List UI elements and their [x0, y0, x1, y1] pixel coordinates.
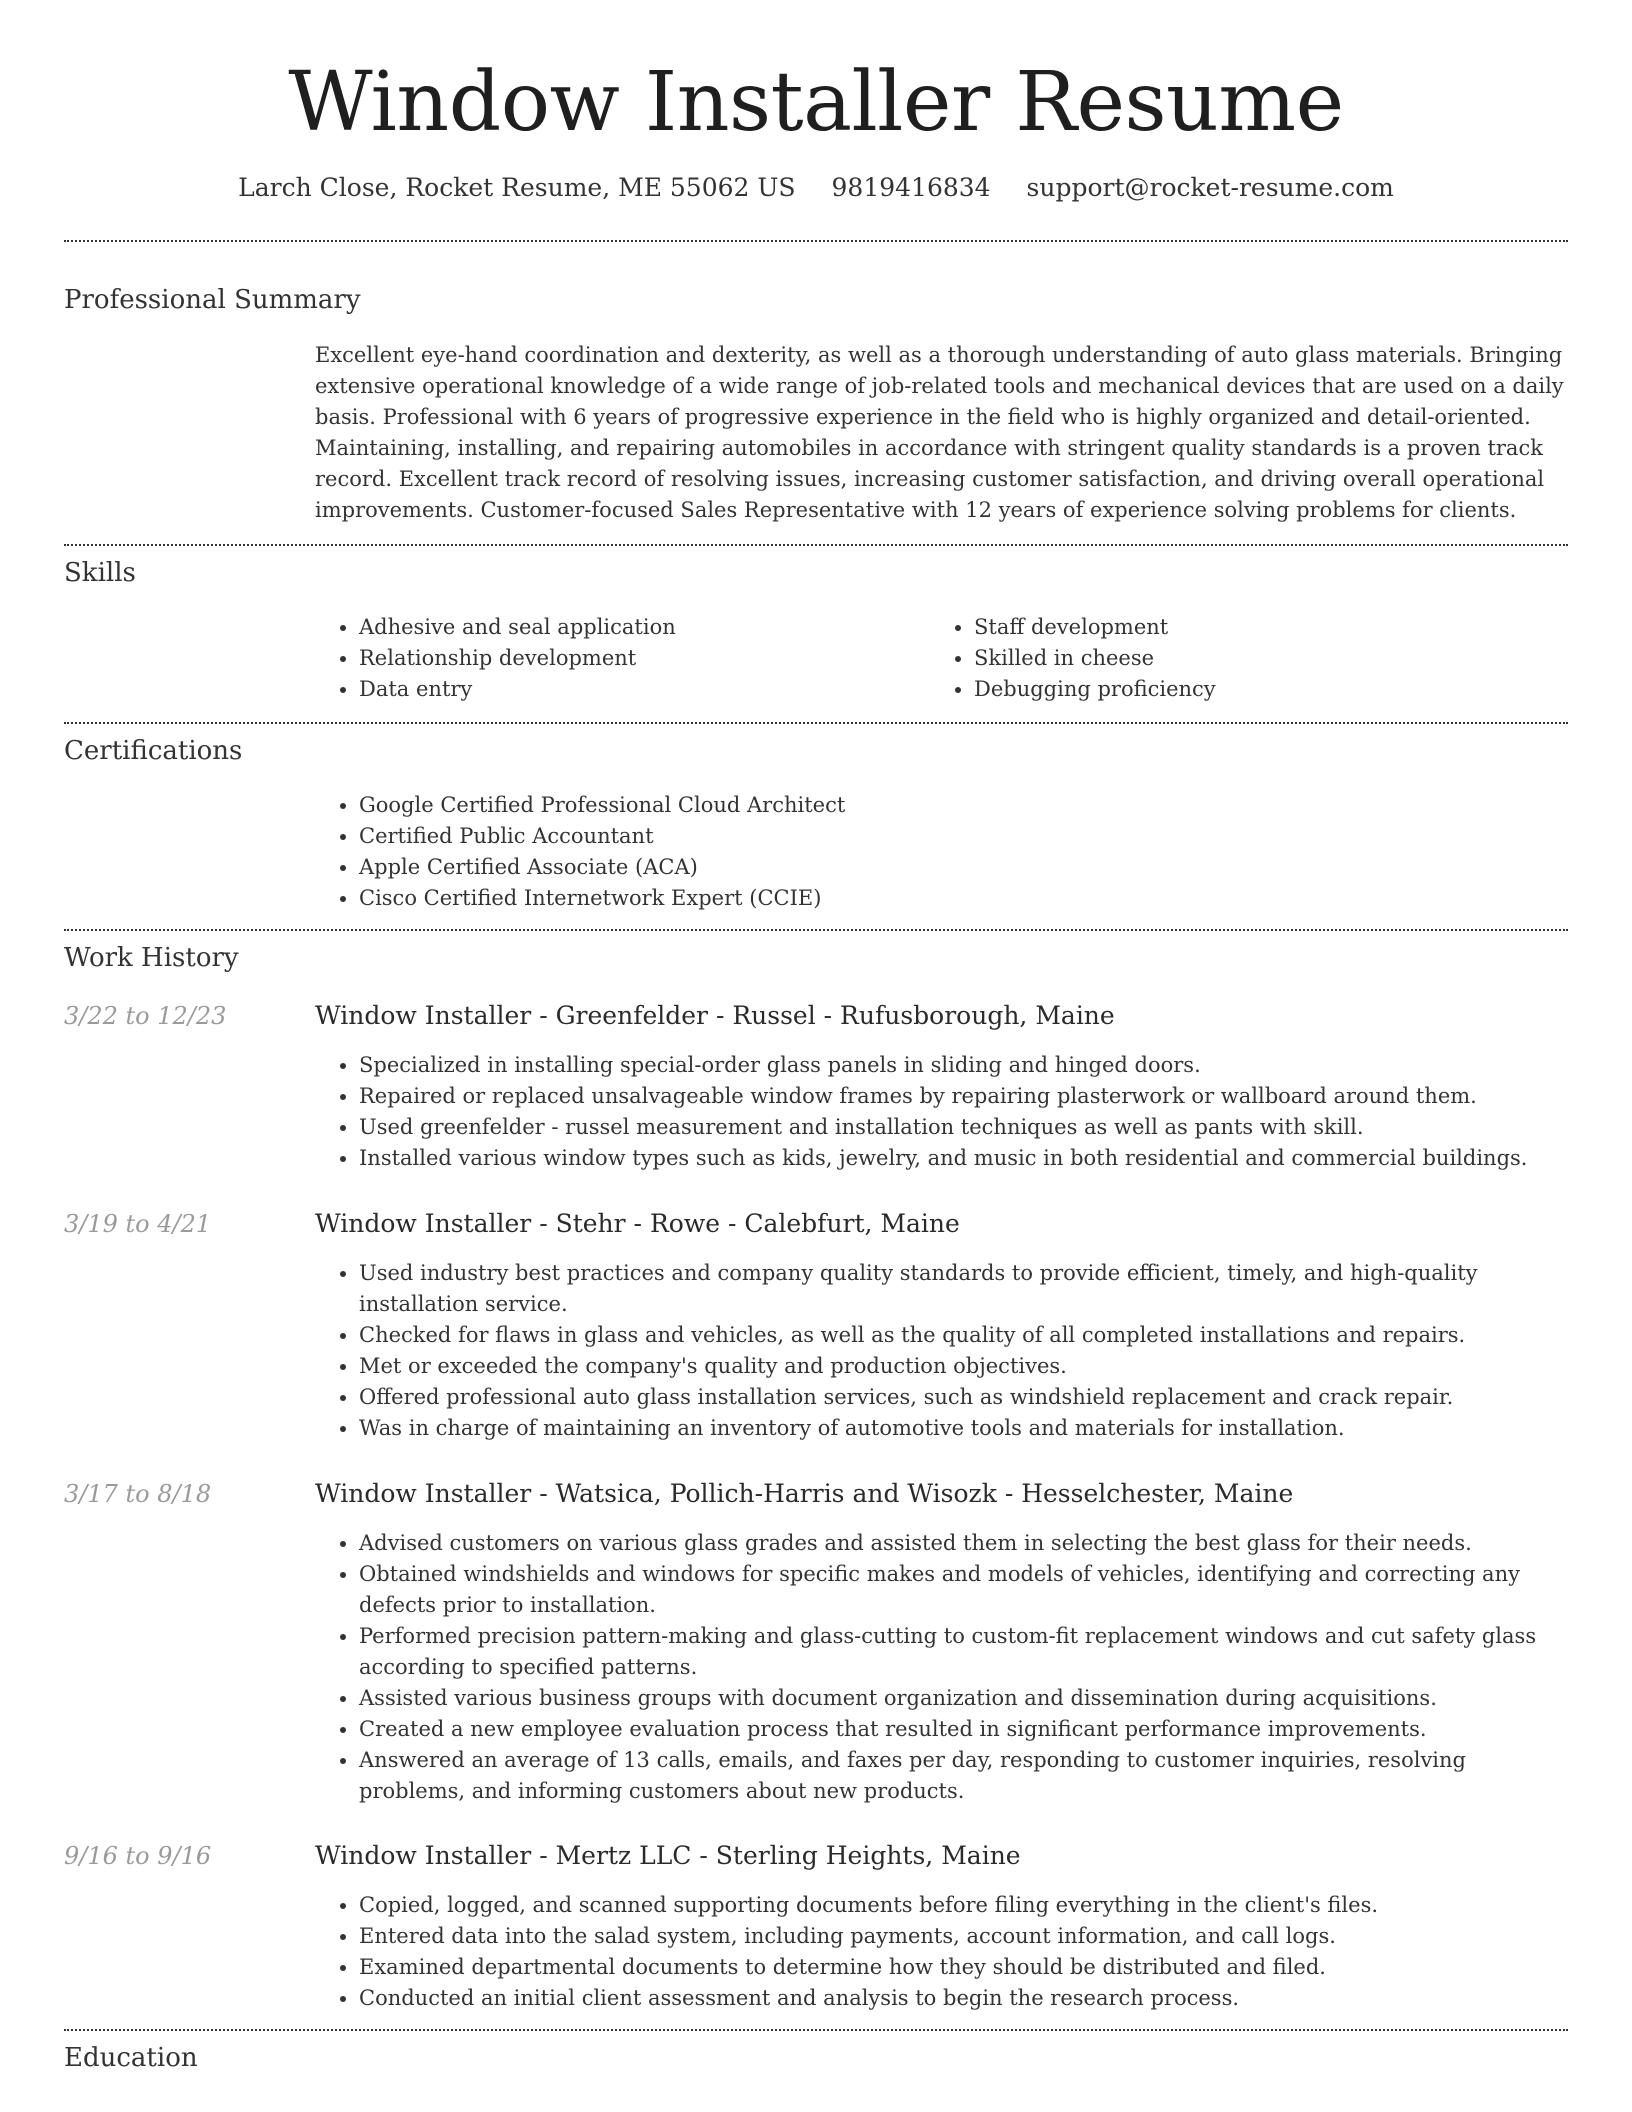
certifications-heading: Certifications: [64, 736, 243, 766]
divider: [64, 240, 1568, 242]
divider: [64, 722, 1568, 724]
resume-title: Window Installer Resume: [288, 55, 1344, 150]
job-bullets: [315, 1258, 1575, 1444]
job-bullet: • Was in charge of maintaining an inventory of automotive tools and materials for installation.: [359, 1413, 1575, 1444]
job-bullet: • Specialized in installing special-order glass panels in sliding and hinged doors.: [359, 1050, 1575, 1081]
job-title: Window Installer - Watsica, Pollich-Harris and Wisozk - Hesselchester, Maine: [315, 1479, 1294, 1508]
certification-item: • Cisco Certified Internetwork Expert (CCIE): [359, 883, 1515, 914]
certification-item: • Certified Public Accountant: [359, 821, 1515, 852]
contact-email: support@rocket-resume.com: [1026, 173, 1394, 202]
job-bullet: • Answered an average of 13 calls, emails, and faxes per day, responding to customer inquiries, resolving problems, and informing customers about new products.: [359, 1745, 1575, 1807]
skills-heading: Skills: [64, 558, 136, 588]
summary-heading: Professional Summary: [64, 285, 361, 315]
job-dates: 3/17 to 8/18: [64, 1480, 212, 1508]
divider: [64, 544, 1568, 546]
contact-address: Larch Close, Rocket Resume, ME 55062 US: [238, 173, 796, 202]
skill-item: • Relationship development: [359, 643, 915, 674]
job-bullet: • Entered data into the salad system, including payments, account information, and call logs.: [359, 1921, 1575, 1952]
skill-item: • Staff development: [974, 612, 1530, 643]
skill-item: • Adhesive and seal application: [359, 612, 915, 643]
skill-item: • Debugging proficiency: [974, 674, 1530, 705]
job-bullet: • Advised customers on various glass grades and assisted them in selecting the best glass for their needs.: [359, 1528, 1575, 1559]
job-dates: 3/22 to 12/23: [64, 1002, 227, 1030]
job-bullet: • Conducted an initial client assessment and analysis to begin the research process.: [359, 1983, 1575, 2014]
job-dates: 3/19 to 4/21: [64, 1210, 212, 1238]
contact-phone: 9819416834: [831, 173, 991, 202]
contact-line: [0, 170, 1632, 206]
job-bullet: • Used industry best practices and company quality standards to provide efficient, timely, and high-quality installation service.: [359, 1258, 1575, 1320]
job-bullets: [315, 1050, 1575, 1174]
job-bullet: • Copied, logged, and scanned supporting documents before filing everything in the client's files.: [359, 1890, 1575, 1921]
divider: [64, 2029, 1568, 2031]
job-bullet: • Obtained windshields and windows for specific makes and models of vehicles, identifying and correcting any defects prior to installation.: [359, 1559, 1575, 1621]
job-bullets: [315, 1890, 1575, 2014]
work-history-heading: Work History: [64, 943, 239, 973]
job-bullet: • Performed precision pattern-making and glass-cutting to custom-fit replacement windows and cut safety glass according to specified patterns.: [359, 1621, 1575, 1683]
education-heading: Education: [64, 2043, 198, 2073]
job-bullet: • Examined departmental documents to determine how they should be distributed and filed.: [359, 1952, 1575, 1983]
job-title: Window Installer - Stehr - Rowe - Calebfurt, Maine: [315, 1209, 960, 1238]
job-bullet: • Offered professional auto glass installation services, such as windshield replacement and crack repair.: [359, 1382, 1575, 1413]
job-bullet: • Created a new employee evaluation process that resulted in significant performance improvements.: [359, 1714, 1575, 1745]
job-title: Window Installer - Greenfelder - Russel - Rufusborough, Maine: [315, 1001, 1115, 1030]
job-bullet: • Checked for flaws in glass and vehicles, as well as the quality of all completed installations and repairs.: [359, 1320, 1575, 1351]
job-title: Window Installer - Mertz LLC - Sterling Heights, Maine: [315, 1841, 1021, 1870]
job-bullet: • Installed various window types such as kids, jewelry, and music in both residential and commercial buildings.: [359, 1143, 1575, 1174]
skills-left-list: [315, 612, 915, 705]
skill-item: • Skilled in cheese: [974, 643, 1530, 674]
certifications-list: [315, 790, 1515, 914]
job-bullet: • Met or exceeded the company's quality and production objectives.: [359, 1351, 1575, 1382]
skills-right-list: [930, 612, 1530, 705]
skill-item: • Data entry: [359, 674, 915, 705]
job-bullet: • Assisted various business groups with document organization and dissemination during acquisitions.: [359, 1683, 1575, 1714]
job-bullet: • Used greenfelder - russel measurement and installation techniques as well as pants with skill.: [359, 1112, 1575, 1143]
certification-item: • Apple Certified Associate (ACA): [359, 852, 1515, 883]
job-dates: 9/16 to 9/16: [64, 1842, 212, 1870]
certification-item: • Google Certified Professional Cloud Architect: [359, 790, 1515, 821]
job-bullet: • Repaired or replaced unsalvageable window frames by repairing plasterwork or wallboard around them.: [359, 1081, 1575, 1112]
job-bullets: [315, 1528, 1575, 1807]
summary-text: Excellent eye-hand coordination and dexterity, as well as a thorough understanding of auto glass materials. Bringing extensive operational knowledge of a wide range of job-related tools and mechanical devices that are used on a daily basis. Professional with 6 years of progressive experience in the field who is highly organized and detail-oriented. Maintaining, installing, and repairing automobiles in accordance with stringent quality standards is a proven track record. Excellent track record of resolving issues, increasing customer satisfaction, and driving overall operational improvements. Customer-focused Sales Representative with 12 years of experience solving problems for clients.: [315, 343, 1564, 522]
divider: [64, 929, 1568, 931]
